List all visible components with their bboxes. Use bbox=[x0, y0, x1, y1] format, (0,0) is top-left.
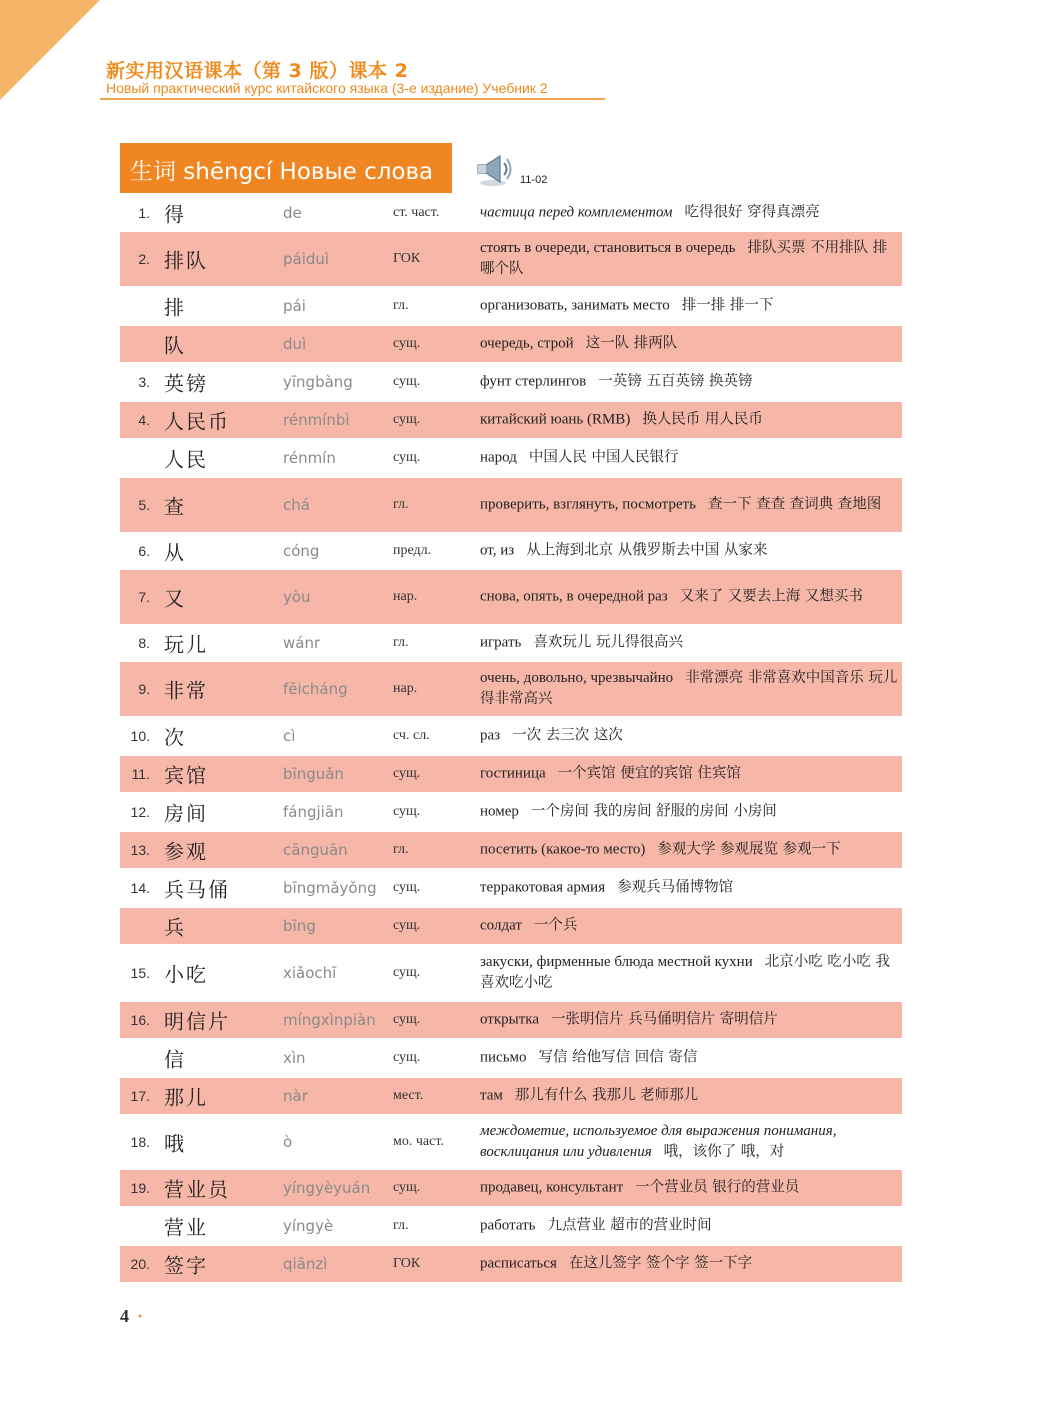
entry-number: 2. bbox=[138, 251, 150, 267]
table-row bbox=[120, 1040, 902, 1078]
table-row bbox=[120, 326, 902, 364]
entry-number: 12. bbox=[130, 804, 150, 820]
entry-pinyin: duì bbox=[283, 335, 307, 353]
entry-examples: 非常漂亮 非常喜欢中国音乐 玩儿得非常高兴 bbox=[480, 670, 898, 707]
entry-definition: терракотовая армия bbox=[480, 879, 606, 896]
corner-decoration bbox=[0, 0, 100, 100]
entry-examples: 参观兵马俑博物馆 bbox=[617, 879, 734, 896]
entry-definition-block bbox=[480, 1086, 900, 1107]
audio-track-number: 11-02 bbox=[520, 174, 548, 186]
table-row bbox=[120, 1078, 902, 1116]
entry-part-of-speech: ст. част. bbox=[393, 205, 440, 220]
entry-definition-block bbox=[480, 726, 900, 747]
entry-part-of-speech: гл. bbox=[393, 1218, 409, 1233]
entry-definition-block bbox=[480, 878, 900, 899]
entry-hanzi: 查 bbox=[164, 494, 186, 519]
entry-part-of-speech: сущ. bbox=[393, 450, 421, 465]
entry-examples: 又来了 又要去上海 又想买书 bbox=[679, 588, 863, 605]
entry-examples: 那儿有什么 我那儿 老师那儿 bbox=[514, 1087, 699, 1104]
page-number-text: 4 bbox=[120, 1306, 129, 1326]
entry-hanzi: 从 bbox=[164, 540, 186, 565]
entry-definition-block bbox=[480, 1048, 900, 1069]
entry-hanzi: 营业员 bbox=[164, 1177, 230, 1202]
entry-number: 18. bbox=[130, 1134, 150, 1150]
entry-definition: раз bbox=[480, 727, 501, 744]
entry-number: 10. bbox=[130, 728, 150, 744]
entry-pinyin: cānguān bbox=[283, 841, 348, 859]
table-row bbox=[120, 402, 902, 440]
entry-number: 9. bbox=[138, 681, 150, 697]
entry-number: 8. bbox=[138, 635, 150, 651]
entry-pinyin: xìn bbox=[283, 1049, 306, 1067]
entry-examples: 喜欢玩儿 玩儿得很高兴 bbox=[533, 634, 683, 651]
entry-number: 17. bbox=[130, 1088, 150, 1104]
entry-examples: 北京小吃 吃小吃 我喜欢吃小吃 bbox=[480, 954, 890, 991]
entry-number: 7. bbox=[138, 589, 150, 605]
entry-part-of-speech: сущ. bbox=[393, 880, 421, 895]
entry-definition: продавец, консультант bbox=[480, 1179, 624, 1196]
entry-part-of-speech: сущ. bbox=[393, 804, 421, 819]
table-row bbox=[120, 756, 902, 794]
table-row bbox=[120, 832, 902, 870]
entry-examples: 换人民币 用人民币 bbox=[642, 411, 763, 428]
entry-examples: 一英镑 五百英镑 换英镑 bbox=[598, 373, 753, 390]
entry-hanzi: 队 bbox=[164, 333, 186, 358]
entry-examples: 排一排 排一下 bbox=[681, 297, 774, 314]
entry-pinyin: yíngyè bbox=[283, 1217, 334, 1235]
entry-pinyin: páiduì bbox=[283, 250, 330, 268]
entry-part-of-speech: гл. bbox=[393, 842, 409, 857]
entry-definition-block bbox=[480, 410, 900, 431]
entry-definition: закуски, фирменные блюда местной кухни bbox=[480, 954, 753, 970]
entry-definition: стоять в очереди, становиться в очередь bbox=[480, 240, 736, 256]
entry-part-of-speech: нар. bbox=[393, 589, 418, 604]
entry-pinyin: ò bbox=[283, 1133, 293, 1151]
entry-hanzi: 参观 bbox=[164, 839, 208, 864]
entry-pinyin: rénmínbì bbox=[283, 411, 350, 429]
entry-hanzi: 玩儿 bbox=[164, 632, 208, 657]
entry-definition-block bbox=[480, 1010, 900, 1031]
entry-number: 4. bbox=[138, 412, 150, 428]
entry-examples: 中国人民 中国人民银行 bbox=[528, 449, 679, 466]
entry-definition: очень, довольно, чрезвычайно bbox=[480, 670, 674, 686]
entry-pinyin: de bbox=[283, 204, 302, 222]
entry-examples: 排队买票 不用排队 排哪个队 bbox=[480, 240, 888, 277]
entry-examples: 写信 给他写信 回信 寄信 bbox=[538, 1049, 698, 1066]
entry-definition: организовать, занимать место bbox=[480, 297, 670, 314]
table-row bbox=[120, 718, 902, 756]
entry-examples: 一个兵 bbox=[533, 917, 578, 934]
entry-definition: фунт стерлингов bbox=[480, 373, 587, 390]
entry-hanzi: 兵 bbox=[164, 915, 186, 940]
entry-definition-block bbox=[480, 952, 900, 994]
entry-definition: посетить (какое-то место) bbox=[480, 841, 646, 858]
entry-hanzi: 营业 bbox=[164, 1215, 208, 1240]
table-row bbox=[120, 534, 902, 570]
table-row bbox=[120, 908, 902, 946]
entry-pinyin: fēicháng bbox=[283, 680, 348, 698]
entry-definition: письмо bbox=[480, 1049, 527, 1066]
entry-definition-block bbox=[480, 840, 900, 861]
entry-hanzi: 签字 bbox=[164, 1253, 208, 1278]
table-row bbox=[120, 440, 902, 478]
entry-examples: 吃得很好 穿得真漂亮 bbox=[684, 204, 820, 221]
entry-hanzi: 又 bbox=[164, 586, 186, 611]
entry-pinyin: yòu bbox=[283, 588, 311, 606]
entry-examples: 一张明信片 兵马俑明信片 寄明信片 bbox=[551, 1011, 778, 1028]
speaker-icon[interactable] bbox=[474, 152, 514, 188]
entry-definition: китайский юань (RMB) bbox=[480, 411, 631, 428]
table-row bbox=[120, 1116, 902, 1170]
table-row bbox=[120, 946, 902, 1002]
entry-definition-block bbox=[480, 203, 900, 224]
vocabulary-table bbox=[120, 196, 902, 1284]
entry-hanzi: 小吃 bbox=[164, 962, 208, 987]
table-row bbox=[120, 1170, 902, 1208]
entry-hanzi: 人民 bbox=[164, 447, 208, 472]
entry-part-of-speech: сущ. bbox=[393, 374, 421, 389]
table-row bbox=[120, 478, 902, 534]
entry-part-of-speech: сч. сл. bbox=[393, 728, 430, 743]
entry-definition-block bbox=[480, 668, 900, 710]
entry-part-of-speech: гл. bbox=[393, 298, 409, 313]
entry-part-of-speech: сущ. bbox=[393, 1050, 421, 1065]
entry-part-of-speech: сущ. bbox=[393, 918, 421, 933]
entry-hanzi: 得 bbox=[164, 202, 186, 227]
entry-part-of-speech: гл. bbox=[393, 635, 409, 650]
entry-definition-block bbox=[480, 1216, 900, 1237]
book-subtitle: Новый практический курс китайского языка (3-е издание) Учебник 2 bbox=[106, 80, 548, 96]
entry-definition: играть bbox=[480, 634, 522, 651]
entry-definition: расписаться bbox=[480, 1255, 557, 1272]
entry-definition: солдат bbox=[480, 917, 522, 934]
entry-pinyin: nàr bbox=[283, 1087, 308, 1105]
table-row bbox=[120, 364, 902, 402]
entry-definition: номер bbox=[480, 803, 519, 820]
entry-definition-block bbox=[480, 587, 900, 608]
entry-definition: народ bbox=[480, 449, 517, 466]
entry-definition-block bbox=[480, 296, 900, 317]
entry-definition: работать bbox=[480, 1217, 536, 1234]
entry-part-of-speech: сущ. bbox=[393, 766, 421, 781]
entry-part-of-speech: ГОК bbox=[393, 251, 421, 266]
table-row bbox=[120, 626, 902, 662]
table-row bbox=[120, 570, 902, 626]
entry-examples: 一个房间 我的房间 舒服的房间 小房间 bbox=[530, 803, 777, 820]
entry-pinyin: rénmín bbox=[283, 449, 336, 467]
entry-definition-block bbox=[480, 1121, 900, 1163]
entry-hanzi: 宾馆 bbox=[164, 763, 208, 788]
entry-part-of-speech: мест. bbox=[393, 1088, 424, 1103]
table-row bbox=[120, 662, 902, 718]
entry-examples: 一个宾馆 便宜的宾馆 住宾馆 bbox=[557, 765, 741, 782]
entry-pinyin: fángjiān bbox=[283, 803, 344, 821]
entry-part-of-speech: ГОК bbox=[393, 1256, 421, 1271]
entry-definition: частица перед комплементом bbox=[480, 204, 673, 221]
entry-pinyin: qiānzì bbox=[283, 1255, 328, 1273]
entry-hanzi: 人民币 bbox=[164, 409, 230, 434]
table-row bbox=[120, 794, 902, 832]
entry-examples: 在这儿签字 签个字 签一下字 bbox=[568, 1255, 753, 1272]
entry-definition-block bbox=[480, 633, 900, 654]
entry-number: 3. bbox=[138, 374, 150, 390]
entry-definition-block bbox=[480, 764, 900, 785]
entry-pinyin: xiǎochī bbox=[283, 964, 337, 982]
entry-number: 5. bbox=[138, 497, 150, 513]
entry-number: 19. bbox=[130, 1180, 150, 1196]
entry-definition-block bbox=[480, 495, 900, 516]
entry-definition: очередь, строй bbox=[480, 335, 574, 352]
entry-definition: гостиница bbox=[480, 765, 546, 782]
section-title: 生词 shēngcí Новые слова bbox=[120, 143, 452, 193]
entry-pinyin: míngxìnpiàn bbox=[283, 1011, 376, 1029]
table-row bbox=[120, 232, 902, 288]
entry-pinyin: wánr bbox=[283, 634, 321, 652]
entry-definition-block bbox=[480, 1254, 900, 1275]
entry-hanzi: 明信片 bbox=[164, 1009, 230, 1034]
entry-hanzi: 次 bbox=[164, 725, 186, 750]
entry-part-of-speech: гл. bbox=[393, 497, 409, 512]
entry-hanzi: 非常 bbox=[164, 678, 208, 703]
entry-part-of-speech: сущ. bbox=[393, 1180, 421, 1195]
entry-definition-block bbox=[480, 541, 900, 562]
entry-part-of-speech: сущ. bbox=[393, 965, 421, 980]
entry-pinyin: cì bbox=[283, 727, 296, 745]
entry-number: 14. bbox=[130, 880, 150, 896]
entry-definition: проверить, взглянуть, посмотреть bbox=[480, 496, 696, 513]
entry-examples: 参观大学 参观展览 参观一下 bbox=[657, 841, 841, 858]
entry-number: 6. bbox=[138, 543, 150, 559]
entry-part-of-speech: сущ. bbox=[393, 336, 421, 351]
entry-definition-block bbox=[480, 448, 900, 469]
entry-examples: 哦，该你了 哦，对 bbox=[663, 1144, 785, 1160]
table-row bbox=[120, 1208, 902, 1246]
page-dot: · bbox=[137, 1306, 144, 1326]
entry-pinyin: yíngyèyuán bbox=[283, 1179, 371, 1197]
page-number bbox=[120, 1306, 143, 1327]
table-row bbox=[120, 1246, 902, 1284]
entry-number: 13. bbox=[130, 842, 150, 858]
entry-definition-block bbox=[480, 334, 900, 355]
table-row bbox=[120, 288, 902, 326]
entry-number: 1. bbox=[138, 205, 150, 221]
entry-examples: 查一下 查查 查词典 查地图 bbox=[707, 496, 882, 513]
entry-pinyin: cóng bbox=[283, 542, 320, 560]
entry-hanzi: 排队 bbox=[164, 248, 208, 273]
entry-number: 20. bbox=[130, 1256, 150, 1272]
entry-part-of-speech: сущ. bbox=[393, 1012, 421, 1027]
entry-hanzi: 兵马俑 bbox=[164, 877, 230, 902]
entry-number: 15. bbox=[130, 965, 150, 981]
entry-part-of-speech: предл. bbox=[393, 543, 432, 558]
entry-pinyin: bīnguǎn bbox=[283, 765, 344, 783]
entry-hanzi: 房间 bbox=[164, 801, 208, 826]
table-row bbox=[120, 196, 902, 232]
entry-number: 16. bbox=[130, 1012, 150, 1028]
table-row bbox=[120, 870, 902, 908]
entry-definition-block bbox=[480, 238, 900, 280]
entry-examples: 九点营业 超市的营业时间 bbox=[547, 1217, 712, 1234]
entry-part-of-speech: нар. bbox=[393, 681, 418, 696]
entry-pinyin: bīng bbox=[283, 917, 316, 935]
entry-hanzi: 英镑 bbox=[164, 371, 208, 396]
entry-part-of-speech: сущ. bbox=[393, 412, 421, 427]
book-title: 新实用汉语课本（第 3 版）课本 2 bbox=[106, 60, 409, 82]
entry-definition: междометие, используемое для выражения понимания, восклицания или удивления bbox=[480, 1123, 837, 1160]
entry-definition-block bbox=[480, 372, 900, 393]
header-rule bbox=[100, 98, 605, 100]
entry-pinyin: pái bbox=[283, 297, 306, 315]
entry-definition: снова, опять, в очередной раз bbox=[480, 588, 668, 605]
entry-definition-block bbox=[480, 1178, 900, 1199]
entry-hanzi: 哦 bbox=[164, 1131, 186, 1156]
entry-examples: 一个营业员 银行的营业员 bbox=[635, 1179, 800, 1196]
entry-examples: 一次 去三次 这次 bbox=[512, 727, 623, 744]
entry-hanzi: 那儿 bbox=[164, 1085, 208, 1110]
entry-pinyin: yīngbàng bbox=[283, 373, 353, 391]
entry-part-of-speech: мо. част. bbox=[393, 1134, 444, 1149]
entry-definition: там bbox=[480, 1087, 503, 1104]
entry-pinyin: chá bbox=[283, 496, 310, 514]
entry-hanzi: 排 bbox=[164, 295, 186, 320]
entry-definition-block bbox=[480, 802, 900, 823]
entry-definition: от, из bbox=[480, 542, 515, 559]
entry-pinyin: bīngmǎyǒng bbox=[283, 879, 377, 897]
entry-examples: 这一队 排两队 bbox=[585, 335, 678, 352]
entry-hanzi: 信 bbox=[164, 1047, 186, 1072]
table-row bbox=[120, 1002, 902, 1040]
entry-examples: 从上海到北京 从俄罗斯去中国 从家来 bbox=[526, 542, 768, 559]
entry-definition-block bbox=[480, 916, 900, 937]
entry-definition: открытка bbox=[480, 1011, 539, 1028]
entry-number: 11. bbox=[131, 766, 150, 782]
